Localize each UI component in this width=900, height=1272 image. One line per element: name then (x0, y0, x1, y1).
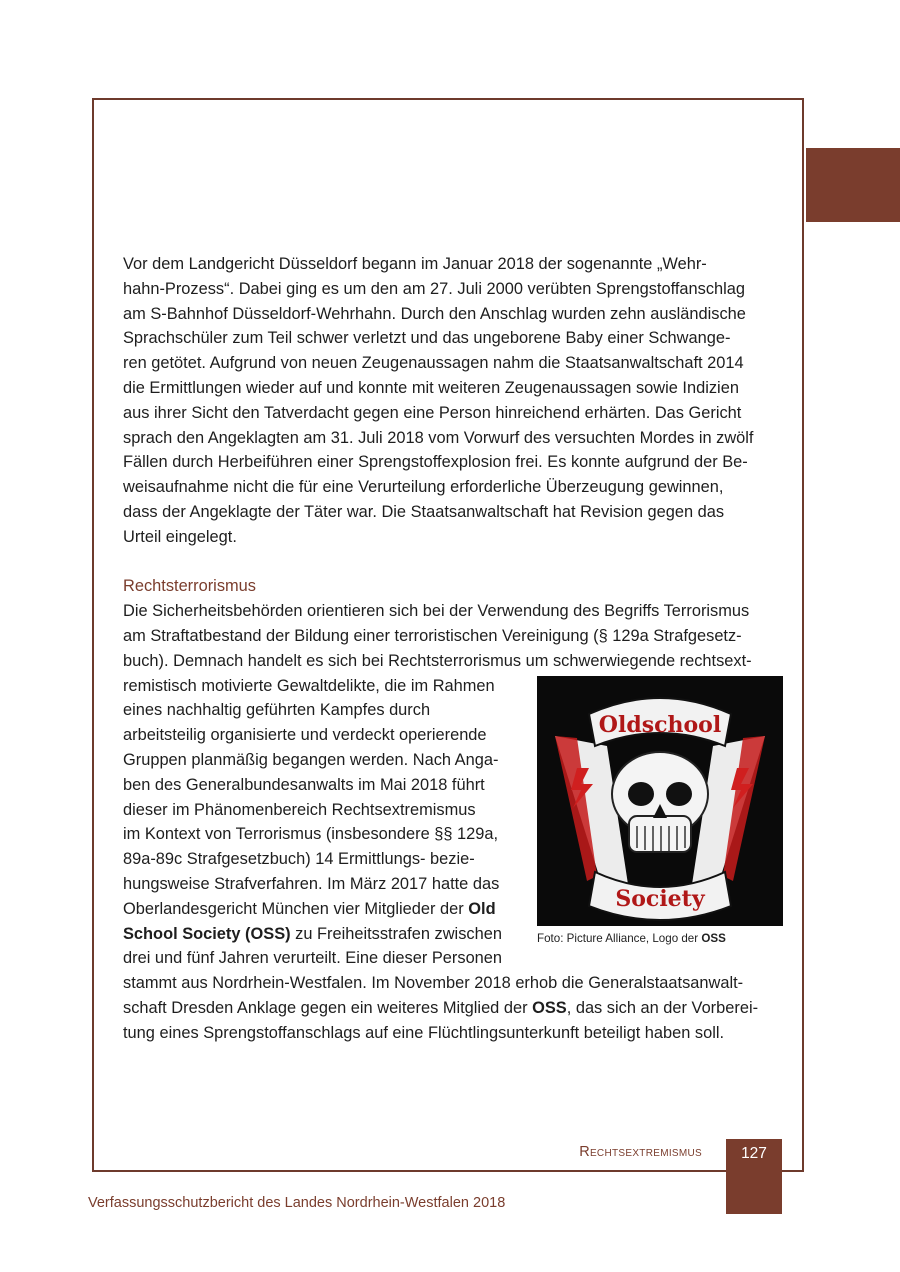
page-number-box (726, 1139, 782, 1214)
body-line: 89a-89c Strafgesetzbuch) 14 Ermittlungs- bezie- (123, 850, 475, 869)
intro-line: aus ihrer Sicht den Tatverdacht gegen eine Person hinreichend erhärten. Das Gericht (123, 403, 742, 422)
intro-line: die Ermittlungen wieder auf und konnte mit weiteren Zeugenaussagen sowie Indizien (123, 378, 739, 397)
body-line: eines nachhaltig geführten Kampfes durch (123, 701, 431, 720)
body-line: tung eines Sprengstoffanschlags auf eine Flüchtlingsunterkunft beteiligt haben soll. (123, 1023, 725, 1042)
body-line: Die Sicherheitsbehörden orientieren sich bei der Verwendung des Begriffs Terrorismus (123, 602, 750, 621)
body-line: drei und fünf Jahren verurteilt. Eine dieser Personen (123, 949, 503, 968)
intro-line: weisaufnahme nicht die für eine Verurteilung erforderliche Überzeugung gewinnen, (123, 478, 724, 497)
oss-logo-figure (537, 676, 783, 948)
page-number: 127 (741, 1145, 767, 1162)
bold-text: Old (468, 899, 496, 918)
logo-bottom-text: Society (615, 885, 705, 912)
body-line: am Straftatbestand der Bildung einer terroristischen Vereinigung (§ 129a Strafgesetz- (123, 626, 742, 645)
intro-line: hahn-Prozess“. Dabei ging es um den am 27. Juli 2000 verübten Sprengstoffanschlag (123, 279, 746, 298)
intro-line: am S-Bahnhof Düsseldorf-Wehrhahn. Durch den Anschlag wurden zehn ausländische (123, 304, 746, 323)
caption-bold: OSS (701, 931, 726, 945)
intro-line: Fällen durch Herbeiführen einer Sprengstoffexplosion frei. Es konnte aufgrund der Be- (123, 453, 748, 472)
main-content (123, 252, 783, 1046)
intro-line: sprach den Angeklagten am 31. Juli 2018 vom Vorwurf des versuchten Mordes in zwölf (123, 428, 754, 447)
intro-line: Vor dem Landgericht Düsseldorf begann im Januar 2018 der sogenannte „Wehr- (123, 255, 707, 273)
body-line: Oberlandesgericht München vier Mitglieder der (123, 899, 469, 918)
chapter-tab-marker (806, 148, 900, 222)
body-line: stammt aus Nordrhein-Westfalen. Im November 2018 erhob die Generalstaatsanwalt- (123, 974, 744, 993)
intro-line: dass der Angeklagte der Täter war. Die Staatsanwaltschaft hat Revision gegen das (123, 502, 725, 521)
body-line: remistisch motivierte Gewaltdelikte, die im Rahmen (123, 676, 495, 695)
body-line: buch). Demnach handelt es sich bei Rechtsterrorismus um schwerwiegende rechtsext- (123, 651, 752, 670)
intro-line: Sprachschüler zum Teil schwer verletzt und das ungeborene Baby einer Schwange- (123, 329, 731, 348)
body-line: schaft Dresden Anklage gegen ein weiteres Mitglied der (123, 998, 533, 1017)
body-line: , das sich an der Vorberei- (566, 998, 759, 1017)
body-line: dieser im Phänomenbereich Rechtsextremismus (123, 800, 476, 819)
figure-caption (537, 930, 783, 948)
intro-line: Urteil eingelegt. (123, 527, 237, 546)
running-footer-section: Rechtsextremismus (579, 1144, 702, 1160)
body-line: Gruppen planmäßig begangen werden. Nach Anga- (123, 750, 499, 769)
report-title: Verfassungsschutzbericht des Landes Nordrhein-Westfalen 2018 (88, 1195, 506, 1211)
intro-line: ren getötet. Aufgrund von neuen Zeugenaussagen nahm die Staatsanwaltschaft 2014 (123, 354, 744, 373)
caption-text: Foto: Picture Alliance, Logo der (537, 931, 702, 945)
intro-paragraph (123, 252, 783, 550)
logo-top-text: Oldschool (598, 711, 722, 738)
terror-paragraph (123, 599, 783, 673)
body-line: arbeitsteilig organisierte und verdeckt operierende (123, 726, 487, 745)
body-line: hungsweise Strafverfahren. Im März 2017 hatte das (123, 874, 500, 893)
section-heading: Rechtsterrorismus (123, 577, 256, 596)
body-line: zu Freiheitsstrafen zwischen (290, 924, 502, 943)
bold-text: OSS (532, 998, 567, 1017)
body-line: im Kontext von Terrorismus (insbesondere §§ 129a, (123, 825, 499, 844)
bold-text: School Society (OSS) (123, 924, 291, 943)
oss-logo-image (537, 676, 783, 926)
body-line: ben des Generalbundesanwalts im Mai 2018 führt (123, 775, 485, 794)
